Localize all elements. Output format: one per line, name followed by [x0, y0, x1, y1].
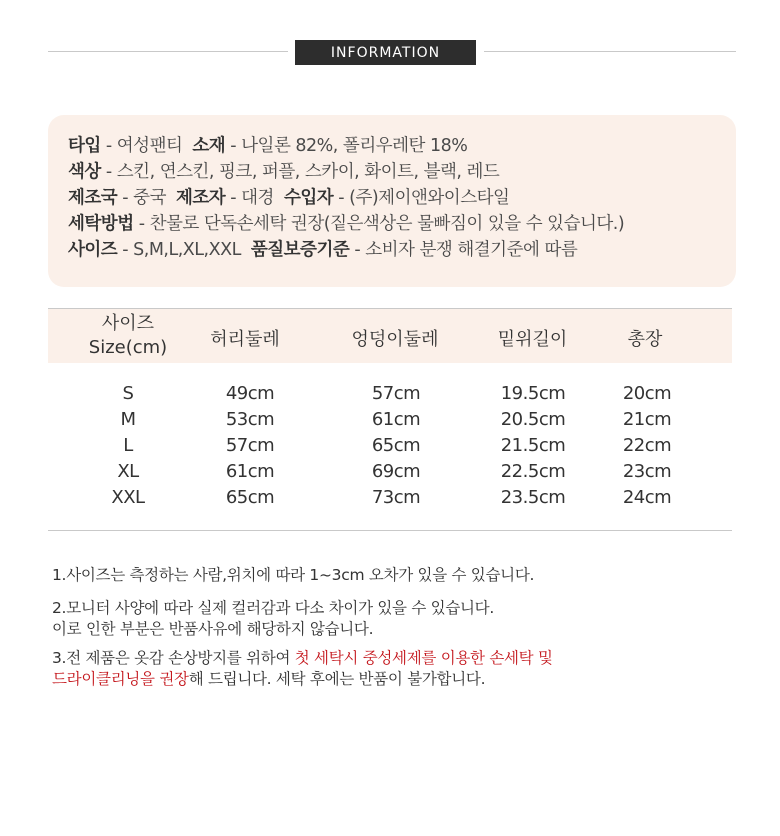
table-cell: 23.5cm	[500, 487, 566, 508]
header-waist: 허리둘레	[210, 329, 280, 350]
note-3-highlight-2: 드라이클리닝을 권장	[52, 670, 189, 688]
table-cell: 23cm	[622, 461, 672, 482]
maker-value: - 대경	[225, 188, 274, 208]
note-2-line-2: 이로 인한 부분은 반품사유에 해당하지 않습니다.	[52, 620, 374, 638]
column-length	[605, 381, 689, 511]
table-cell: L	[123, 435, 133, 456]
type-value: - 여성팬티	[100, 136, 183, 156]
table-cell: 22.5cm	[500, 461, 566, 482]
column-hip	[341, 381, 451, 511]
table-cell: M	[120, 409, 136, 430]
quality-label: 품질보증기준	[250, 240, 350, 260]
note-3-highlight: 첫 세탁시 중성세제를 이용한 손세탁 및	[294, 649, 553, 667]
spec-box	[48, 115, 736, 287]
origin-label: 제조국	[68, 188, 118, 208]
table-cell: XL	[117, 461, 139, 482]
header-length: 총장	[627, 329, 663, 350]
column-size	[78, 381, 178, 511]
header-rule-left	[48, 51, 288, 52]
table-cell: 20cm	[622, 383, 672, 404]
table-cell: 22cm	[622, 435, 672, 456]
table-cell: 69cm	[371, 461, 421, 482]
table-cell: 57cm	[225, 435, 275, 456]
type-label: 타입	[68, 136, 101, 156]
table-bottom-rule	[48, 530, 732, 531]
spec-line-wash	[68, 210, 624, 235]
importer-value: - (주)제이앤와이스타일	[333, 188, 510, 208]
quality-value: - 소비자 분쟁 해결기준에 따름	[349, 240, 578, 260]
spec-line-origin	[68, 184, 509, 209]
note-3-plain-text-2: 해 드립니다. 세탁 후에는 반품이 불가합니다.	[188, 670, 486, 688]
table-cell: 65cm	[225, 487, 275, 508]
table-cell: 21.5cm	[500, 435, 566, 456]
maker-label: 제조자	[175, 188, 226, 208]
table-cell: 61cm	[371, 409, 421, 430]
size-label: 사이즈	[68, 240, 118, 260]
note-1: 1.사이즈는 측정하는 사람,위치에 따라 1~3cm 오차가 있을 수 있습니다.	[52, 566, 535, 584]
note-2-line-1: 2.모니터 사양에 따라 실제 컬러감과 다소 차이가 있을 수 있습니다.	[52, 599, 494, 617]
header-rule-right	[484, 51, 736, 52]
column-waist	[195, 381, 305, 511]
table-cell: 53cm	[225, 409, 275, 430]
table-cell: XXL	[111, 487, 145, 508]
note-3-line-1	[52, 646, 553, 668]
spec-line-type-material	[68, 132, 467, 157]
header-size-ko: 사이즈	[101, 313, 155, 334]
column-rise	[478, 381, 588, 511]
table-cell: 57cm	[371, 383, 421, 404]
material-label: 소재	[192, 136, 226, 156]
header-size-en: Size(cm)	[88, 337, 168, 358]
table-cell: 61cm	[225, 461, 275, 482]
table-cell: S	[122, 383, 134, 404]
header-hip: 엉덩이둘레	[351, 329, 439, 350]
spec-line-color	[68, 158, 499, 183]
header-size	[78, 312, 178, 360]
origin-value: - 중국	[117, 188, 166, 208]
table-cell: 65cm	[371, 435, 421, 456]
header-rise: 밑위길이	[497, 329, 568, 350]
wash-value: - 찬물로 단독손세탁 권장(짙은색상은 물빠짐이 있을 수 있습니다.)	[133, 214, 625, 234]
size-value: - S,M,L,XL,XXL	[117, 240, 241, 260]
importer-label: 수입자	[283, 188, 334, 208]
information-label: INFORMATION	[295, 40, 476, 65]
wash-label: 세탁방법	[68, 214, 134, 234]
material-value: - 나일론 82%, 폴리우레탄 18%	[225, 136, 468, 156]
table-cell: 73cm	[371, 487, 421, 508]
table-cell: 49cm	[225, 383, 275, 404]
table-cell: 24cm	[622, 487, 672, 508]
color-value: - 스킨, 연스킨, 핑크, 퍼플, 스카이, 화이트, 블랙, 레드	[100, 162, 500, 182]
spec-line-size-quality	[68, 236, 577, 261]
note-3-line-2	[52, 667, 485, 689]
table-cell: 20.5cm	[500, 409, 566, 430]
table-cell: 19.5cm	[500, 383, 566, 404]
color-label: 색상	[68, 162, 101, 182]
table-cell: 21cm	[622, 409, 672, 430]
note-3-plain-text: 3.전 제품은 옷감 손상방지를 위하여	[52, 649, 295, 667]
